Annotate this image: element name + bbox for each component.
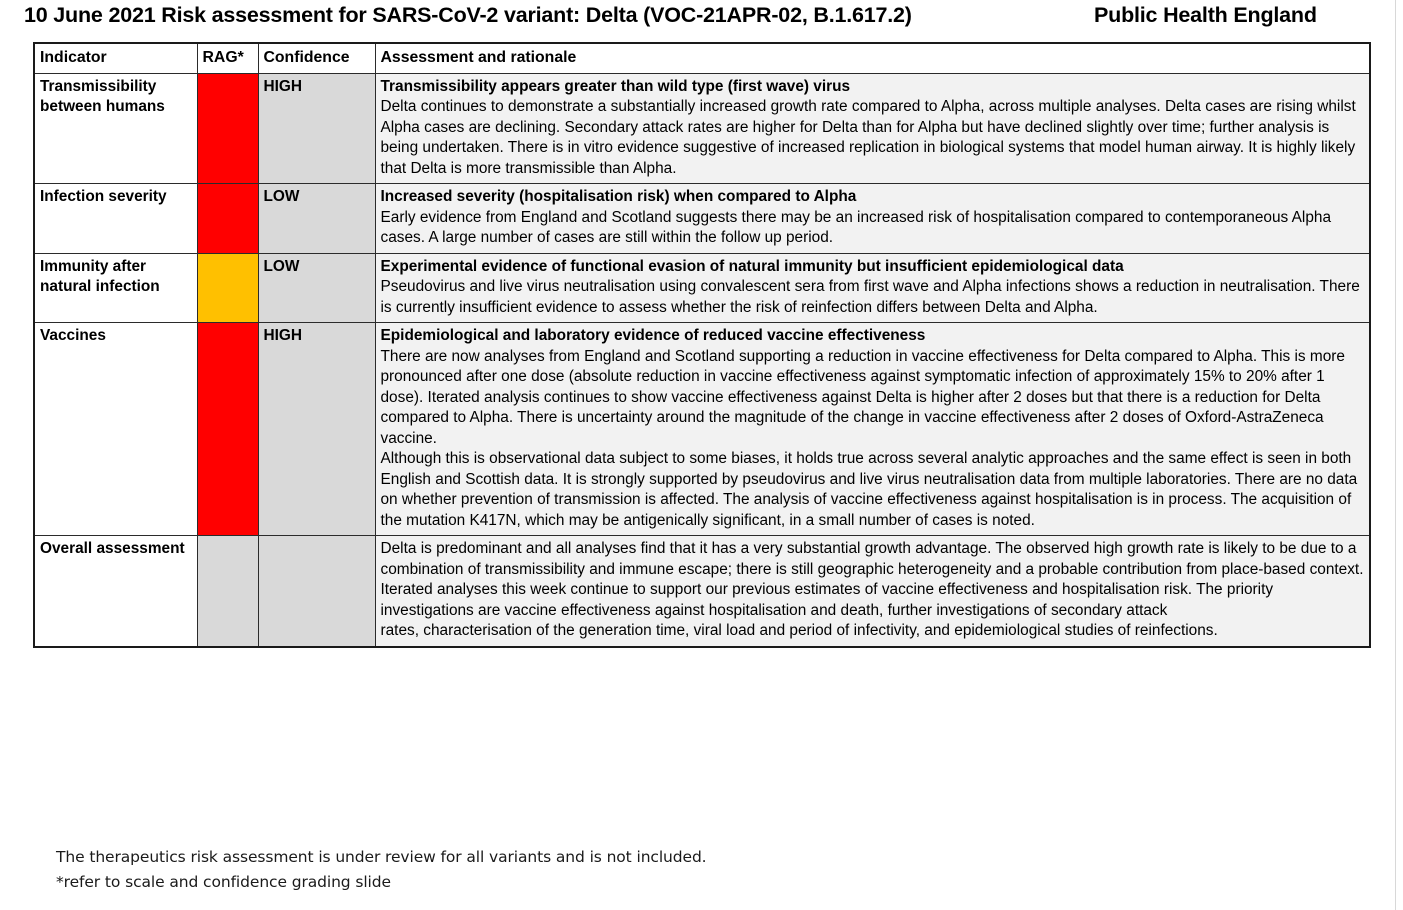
confidence-cell: LOW bbox=[258, 184, 375, 253]
assessment-paragraph: Early evidence from England and Scotland suggests there may be an increased risk of hospitalisation compared to contemporaneous Alpha cases. A large number of cases are still within the follow up period. bbox=[380, 208, 1332, 247]
assessment-paragraph: There are now analyses from England and Scotland supporting a reduction in vaccine effectiveness for Delta compared to Alpha. This is more pronounced after one dose (absolute reduction in vaccine effectiveness against symptomatic infection of approximately 15% to 20% after 1 dose). Iterated analysis continues to show vaccine effectiveness against Delta is higher after 2 doses but that there is a reduction for Delta compared to Alpha. There is uncertainty around the magnitude of the change in vaccine effectiveness after 2 doses of Oxford-AstraZeneca vaccine. bbox=[380, 347, 1345, 447]
table-row bbox=[34, 536, 1370, 647]
slide-edge-divider bbox=[1395, 0, 1396, 910]
assessment-paragraph: Delta is predominant and all analyses find that it has a very substantial growth advantage. The observed high growth rate is likely to be due to a combination of transmissibility and immune escape; there is still geographic heterogeneity and a probable contribution from place-based context. Iterated analyses this week continue to support our previous estimates of vaccine effectiveness and hospitalisation risk. The priority investigations are vaccine effectiveness against hospitalisation and death, further investigations of secondary attack bbox=[380, 540, 1364, 619]
assessment-cell bbox=[375, 184, 1370, 253]
column-header-rag: RAG* bbox=[197, 43, 258, 74]
rag-status-cell bbox=[197, 323, 258, 536]
assessment-paragraph: Pseudovirus and live virus neutralisation using convalescent sera from first wave and Alpha infections shows a reduction in neutralisation. There is currently insufficient evidence to assess whether the risk of reinfection differs between Delta and Alpha. bbox=[380, 278, 1360, 316]
confidence-cell bbox=[258, 536, 375, 647]
risk-assessment-table bbox=[33, 42, 1371, 648]
indicator-cell: Overall assessment bbox=[34, 536, 197, 647]
rag-status-cell bbox=[197, 74, 258, 184]
assessment-cell bbox=[375, 323, 1370, 536]
table-header-row bbox=[34, 43, 1370, 74]
assessment-heading: Experimental evidence of functional evasion of natural immunity but insufficient epidemiological data bbox=[380, 257, 1124, 275]
assessment-paragraph: rates, characterisation of the generation time, viral load and period of infectivity, and epidemiological studies of reinfections. bbox=[380, 622, 1218, 640]
page-title: 10 June 2021 Risk assessment for SARS-CoV-2 variant: Delta (VOC-21APR-02, B.1.617.2) bbox=[24, 3, 912, 27]
column-header-confidence: Confidence bbox=[258, 43, 375, 74]
footnote-therapeutics: The therapeutics risk assessment is under review for all variants and is not included. bbox=[56, 848, 707, 866]
column-header-indicator: Indicator bbox=[34, 43, 197, 74]
rag-status-cell bbox=[197, 536, 258, 647]
indicator-cell: Immunity after natural infection bbox=[34, 253, 197, 322]
indicator-cell: Vaccines bbox=[34, 323, 197, 536]
assessment-heading: Epidemiological and laboratory evidence of reduced vaccine effectiveness bbox=[380, 327, 926, 345]
table-row bbox=[34, 74, 1370, 184]
column-header-assessment: Assessment and rationale bbox=[375, 43, 1370, 74]
confidence-cell: LOW bbox=[258, 253, 375, 322]
table-row bbox=[34, 323, 1370, 536]
footnote-rag-reference: *refer to scale and confidence grading slide bbox=[56, 873, 391, 892]
footnotes bbox=[56, 845, 1256, 895]
assessment-paragraph: Although this is observational data subject to some biases, it holds true across several analytic approaches and the same effect is seen in both English and Scottish data. It is strongly supported by pseudovirus and live virus neutralisation data from multiple laboratories. There are no data on whether prevention of transmission is affected. The analysis of vaccine effectiveness against hospitalisation is in process. The acquisition of the mutation K417N, which may be antigenically significant, in a small number of cases is noted. bbox=[380, 450, 1358, 529]
title-bar bbox=[0, 0, 1403, 38]
rag-status-cell bbox=[197, 184, 258, 253]
assessment-cell bbox=[375, 74, 1370, 184]
confidence-cell: HIGH bbox=[258, 323, 375, 536]
assessment-heading: Transmissibility appears greater than wild type (first wave) virus bbox=[380, 78, 851, 95]
table-row bbox=[34, 253, 1370, 322]
assessment-paragraph: Delta continues to demonstrate a substantially increased growth rate compared to Alpha, across multiple analyses. Delta cases are rising whilst Alpha cases are declining. Secondary attack rates are higher for Delta than for Alpha but have declined slightly over time; further analysis is being undertaken. There is in vitro evidence suggestive of increased replication in biological systems that model human airway. It is highly likely that Delta is more transmissible than Alpha. bbox=[380, 98, 1356, 177]
assessment-heading: Increased severity (hospitalisation risk) when compared to Alpha bbox=[380, 188, 857, 206]
organisation-name: Public Health England bbox=[1094, 3, 1317, 27]
indicator-cell: Transmissibility between humans bbox=[34, 74, 197, 184]
indicator-cell: Infection severity bbox=[34, 184, 197, 253]
rag-status-cell bbox=[197, 253, 258, 322]
table-row bbox=[34, 184, 1370, 253]
confidence-cell: HIGH bbox=[258, 74, 375, 184]
assessment-cell bbox=[375, 253, 1370, 322]
assessment-cell bbox=[375, 536, 1370, 647]
